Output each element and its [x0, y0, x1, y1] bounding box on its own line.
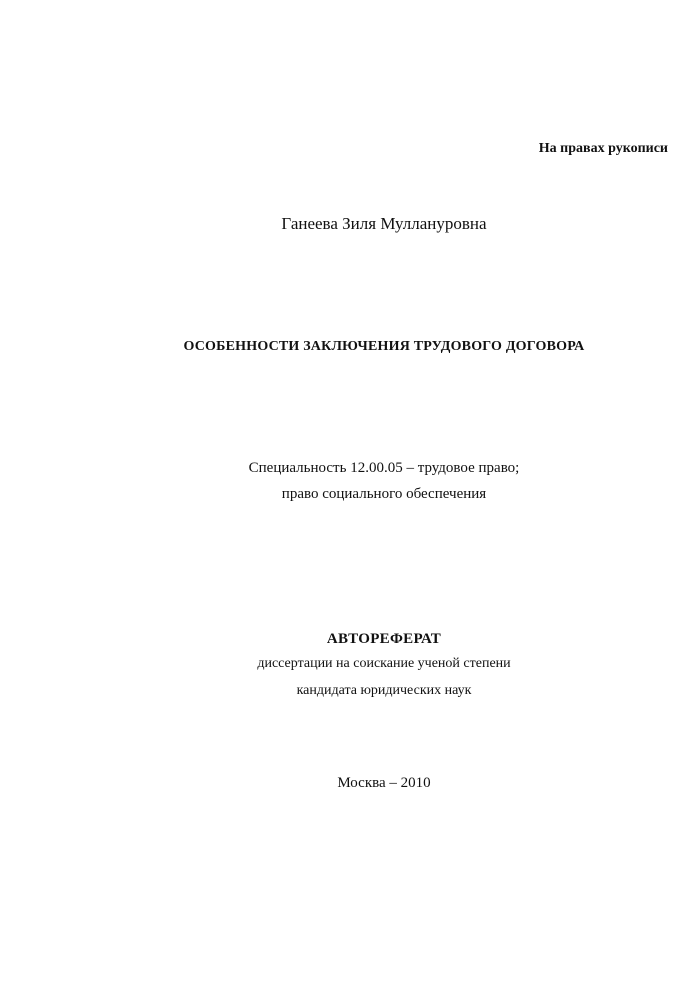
author-name: Ганеева Зиля Муллануровна [281, 214, 487, 233]
description-line-2: кандидата юридических наук [296, 683, 472, 698]
document-type: АВТОРЕФЕРАТ [326, 631, 442, 647]
description-line-1: диссертации на соискание ученой степени [257, 656, 511, 671]
place-year: Москва – 2010 [337, 775, 431, 791]
rights-notice: На правах рукописи [538, 141, 668, 156]
document-title: ОСОБЕННОСТИ ЗАКЛЮЧЕНИЯ ТРУДОВОГО ДОГОВОРА [183, 339, 585, 354]
specialty-line-1: Специальность 12.00.05 – трудовое право; [248, 460, 520, 476]
specialty-line-2: право социального обеспечения [281, 486, 487, 502]
